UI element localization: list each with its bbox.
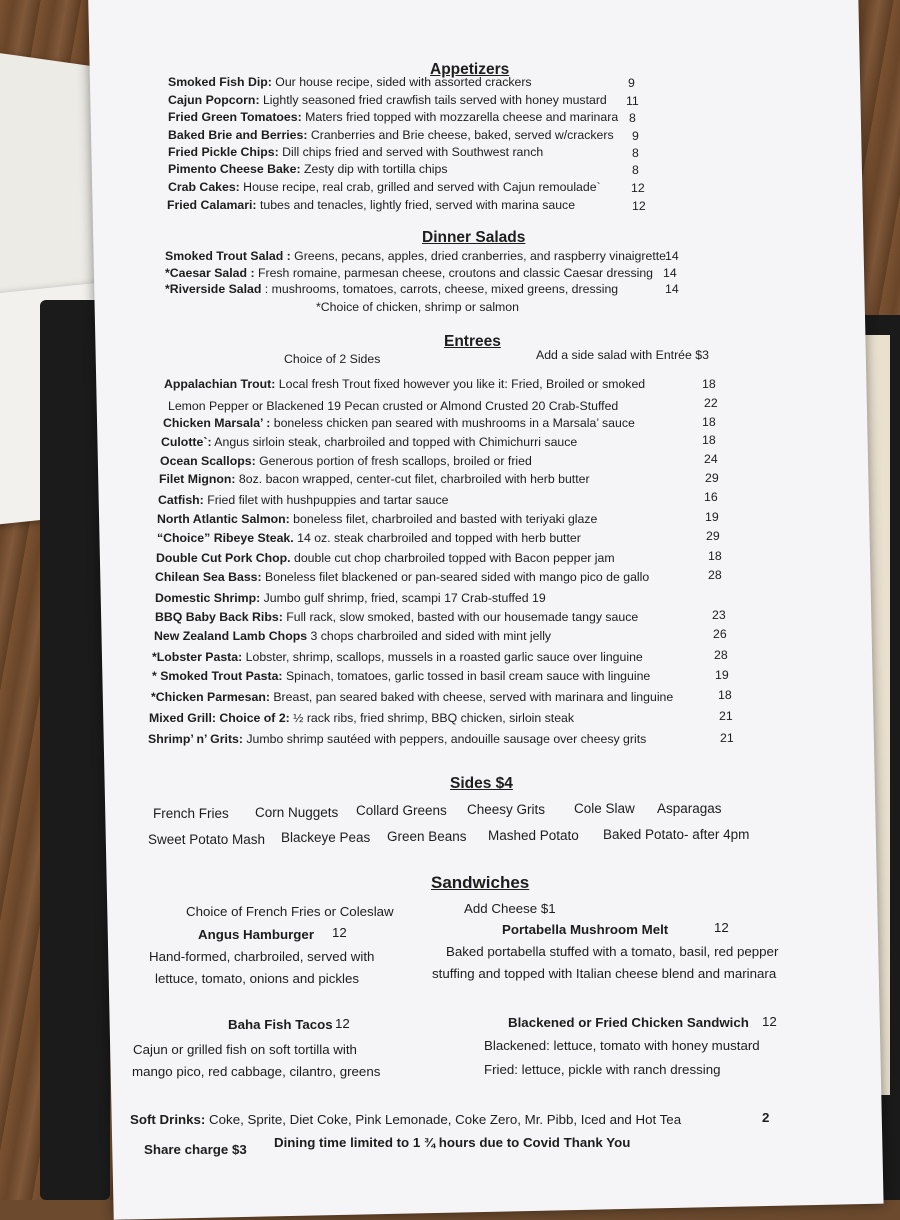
item-name: Pimento Cheese Bake: xyxy=(168,162,301,176)
sandwich-desc: Fried: lettuce, pickle with ranch dressing xyxy=(484,1062,721,1077)
salad-item xyxy=(165,249,666,263)
item-price: 23 xyxy=(712,608,726,622)
item-name: New Zealand Lamb Chops xyxy=(154,629,308,643)
item-desc: Zesty dip with tortilla chips xyxy=(300,162,448,176)
item-price: 18 xyxy=(702,377,716,391)
item-name: Culotte`: xyxy=(161,435,212,449)
item-desc: 8oz. bacon wrapped, center-cut filet, charbroiled with herb butter xyxy=(235,472,590,486)
entree-item xyxy=(152,669,650,683)
item-price: 16 xyxy=(704,490,718,504)
side-item: Blackeye Peas xyxy=(281,830,371,845)
item-name: Fried Calamari: xyxy=(167,198,257,212)
entrees-salad-note: Add a side salad with Entrée $3 xyxy=(536,348,709,362)
side-item: Corn Nuggets xyxy=(255,805,339,820)
entree-item xyxy=(163,416,635,430)
appetizer-item xyxy=(168,75,532,89)
appetizer-item xyxy=(168,180,601,194)
drinks-price: 2 xyxy=(762,1110,770,1125)
sandwich-desc: lettuce, tomato, onions and pickles xyxy=(155,971,360,986)
item-desc: tubes and tenacles, lightly fried, served with marina sauce xyxy=(256,198,576,212)
item-name: Baked Brie and Berries: xyxy=(168,128,308,142)
drinks-label: Soft Drinks: xyxy=(130,1112,206,1127)
item-desc: Spinach, tomatoes, garlic tossed in basil cream sauce with linguine xyxy=(282,669,651,683)
item-price: 21 xyxy=(719,709,733,723)
item-price: 14 xyxy=(663,266,677,280)
item-price: 26 xyxy=(713,627,727,641)
item-name: Chicken Marsala’ : xyxy=(163,416,271,430)
item-price: 19 xyxy=(705,510,719,524)
item-name: Catfish: xyxy=(158,493,204,507)
appetizer-item xyxy=(167,198,575,212)
item-desc: 3 chops charbroiled and sided with mint jelly xyxy=(307,629,552,643)
item-name: “Choice” Ribeye Steak. xyxy=(157,531,294,545)
item-price: 28 xyxy=(714,648,728,662)
item-desc: Jumbo shrimp sautéed with peppers, andouille sausage over cheesy grits xyxy=(242,732,647,746)
side-item: Baked Potato- after 4pm xyxy=(603,827,750,842)
item-desc: ½ rack ribs, fried shrimp, BBQ chicken, sirloin steak xyxy=(289,711,575,725)
item-desc: Fresh romaine, parmesan cheese, croutons and classic Caesar dressing xyxy=(254,266,654,280)
item-price: 18 xyxy=(702,415,716,429)
sandwich-desc: Blackened: lettuce, tomato with honey mustard xyxy=(484,1038,760,1053)
item-desc: Local fresh Trout fixed however you like it: Fried, Broiled or smoked xyxy=(275,377,646,391)
item-price: 21 xyxy=(720,731,734,745)
dining-note: Dining time limited to 1 ¾ hours due to Covid Thank You xyxy=(274,1135,631,1150)
item-name: BBQ Baby Back Ribs: xyxy=(155,610,283,624)
item-price: 18 xyxy=(708,549,722,563)
salad-item xyxy=(165,282,618,296)
item-desc: Lightly seasoned fried crawfish tails served with honey mustard xyxy=(259,93,607,107)
entree-item xyxy=(157,531,581,545)
sandwich-choice-note: Choice of French Fries or Coleslaw xyxy=(186,904,394,919)
item-price: 19 xyxy=(715,668,729,682)
item-price: 22 xyxy=(704,396,718,410)
salad-item xyxy=(165,266,653,280)
entree-item xyxy=(155,570,649,584)
item-name: Shrimp’ n’ Grits: xyxy=(148,732,243,746)
side-item: Cole Slaw xyxy=(574,801,635,816)
item-price: 12 xyxy=(631,181,645,195)
item-desc: 14 oz. steak charbroiled and topped with herb butter xyxy=(293,531,581,545)
item-name: Domestic Shrimp: xyxy=(155,591,261,605)
item-price: 11 xyxy=(626,94,639,108)
item-name: * Smoked Trout Pasta: xyxy=(152,669,283,683)
sides-heading: Sides $4 xyxy=(450,775,513,792)
item-name: Fried Pickle Chips: xyxy=(168,145,279,159)
item-name: *Lobster Pasta: xyxy=(152,650,243,664)
item-desc: Breast, pan seared baked with cheese, served with marinara and linguine xyxy=(269,690,674,704)
item-desc: Lobster, shrimp, scallops, mussels in a roasted garlic sauce over linguine xyxy=(242,650,643,664)
item-price: 28 xyxy=(708,568,722,582)
sandwich-title: Angus Hamburger xyxy=(198,927,314,942)
entree-item xyxy=(154,629,551,643)
entree-item xyxy=(148,732,646,746)
item-desc: Our house recipe, sided with assorted crackers xyxy=(271,75,532,89)
item-desc: double cut chop charbroiled topped with Bacon pepper jam xyxy=(290,551,615,565)
item-price: 9 xyxy=(628,76,635,90)
item-desc: Angus sirloin steak, charbroiled and topped with Chimichurri sauce xyxy=(211,435,578,449)
appetizers-heading: Appetizers xyxy=(430,61,510,78)
item-name: Cajun Popcorn: xyxy=(168,93,260,107)
item-desc: Lemon Pepper or Blackened 19 Pecan crusted or Almond Crusted 20 Crab-Stuffed xyxy=(168,399,619,413)
salad-note: *Choice of chicken, shrimp or salmon xyxy=(316,300,519,314)
sandwich-price: 12 xyxy=(332,925,347,940)
appetizer-item xyxy=(168,162,448,176)
side-item: French Fries xyxy=(153,806,229,821)
appetizer-item xyxy=(168,128,614,142)
item-price: 9 xyxy=(632,129,639,143)
side-item: Sweet Potato Mash xyxy=(148,832,266,847)
entree-item xyxy=(156,551,615,565)
entree-item xyxy=(168,399,618,413)
entree-item xyxy=(160,454,532,468)
sandwich-desc: stuffing and topped with Italian cheese blend and marinara xyxy=(432,966,777,981)
side-item: Green Beans xyxy=(387,829,467,844)
sandwich-price: 12 xyxy=(762,1014,777,1029)
item-price: 24 xyxy=(704,452,718,466)
item-name: Crab Cakes: xyxy=(168,180,240,194)
entree-item xyxy=(149,711,574,725)
item-price: 18 xyxy=(718,688,732,702)
item-name: Appalachian Trout: xyxy=(164,377,276,391)
sandwiches-heading: Sandwiches xyxy=(431,873,530,892)
item-desc: Full rack, slow smoked, basted with our housemade tangy sauce xyxy=(282,610,639,624)
item-name: Double Cut Pork Chop. xyxy=(156,551,291,565)
item-price: 29 xyxy=(706,529,720,543)
sandwich-price: 12 xyxy=(335,1016,350,1031)
item-desc: Fried filet with hushpuppies and tartar sauce xyxy=(203,493,449,507)
entree-item xyxy=(157,512,597,526)
entree-item xyxy=(164,377,645,391)
item-name: Mixed Grill: Choice of 2: xyxy=(149,711,290,725)
side-item: Mashed Potato xyxy=(488,828,579,843)
item-desc: Dill chips fried and served with Southwest ranch xyxy=(278,145,544,159)
appetizer-item xyxy=(168,110,618,124)
sandwich-desc: mango pico, red cabbage, cilantro, greens xyxy=(132,1064,381,1079)
entree-item xyxy=(152,650,643,664)
side-item: Collard Greens xyxy=(356,803,447,818)
item-desc: House recipe, real crab, grilled and served with Cajun remoulade` xyxy=(239,180,601,194)
item-desc: boneless chicken pan seared with mushrooms in a Marsala’ sauce xyxy=(270,416,635,430)
item-price: 14 xyxy=(665,249,679,263)
salads-heading: Dinner Salads xyxy=(422,229,526,246)
item-name: Filet Mignon: xyxy=(159,472,236,486)
item-price: 14 xyxy=(665,282,679,296)
entree-item xyxy=(159,472,590,486)
sandwich-desc: Hand-formed, charbroiled, served with xyxy=(149,949,375,964)
soft-drinks-line xyxy=(130,1112,681,1127)
appetizer-item xyxy=(168,145,543,159)
sandwich-cheese-note: Add Cheese $1 xyxy=(464,901,556,916)
item-name: Chilean Sea Bass: xyxy=(155,570,262,584)
item-name: North Atlantic Salmon: xyxy=(157,512,290,526)
side-item: Asparagas xyxy=(657,801,722,816)
entree-item xyxy=(161,435,577,449)
side-item: Cheesy Grits xyxy=(467,802,546,817)
item-name: *Caesar Salad : xyxy=(165,266,255,280)
entree-item xyxy=(151,690,673,704)
share-charge: Share charge $3 xyxy=(144,1142,247,1157)
item-desc: Maters fried topped with mozzarella cheese and marinara xyxy=(301,110,619,124)
entrees-sides-note: Choice of 2 Sides xyxy=(284,352,381,366)
item-name: Smoked Trout Salad : xyxy=(165,249,291,263)
item-price: 8 xyxy=(632,163,639,177)
item-desc: Cranberries and Brie cheese, baked, served w/crackers xyxy=(307,128,614,142)
item-name: *Chicken Parmesan: xyxy=(151,690,270,704)
sandwich-desc: Baked portabella stuffed with a tomato, basil, red pepper xyxy=(446,944,779,959)
sandwich-price: 12 xyxy=(714,920,729,935)
item-desc: Generous portion of fresh scallops, broiled or fried xyxy=(255,454,532,468)
item-desc: boneless filet, charbroiled and basted with teriyaki glaze xyxy=(289,512,598,526)
item-price: 29 xyxy=(705,471,719,485)
sandwich-title: Baha Fish Tacos xyxy=(228,1017,333,1032)
item-price: 12 xyxy=(632,199,646,213)
item-price: 8 xyxy=(632,146,639,160)
item-name: Fried Green Tomatoes: xyxy=(168,110,302,124)
item-desc: Boneless filet blackened or pan-seared sided with mango pico de gallo xyxy=(261,570,650,584)
item-name: *Riverside Salad xyxy=(165,282,262,296)
item-name: Ocean Scallops: xyxy=(160,454,256,468)
item-desc: Jumbo gulf shrimp, fried, scampi 17 Crab-stuffed 19 xyxy=(260,591,546,605)
entree-item xyxy=(155,591,546,605)
sandwich-title: Blackened or Fried Chicken Sandwich xyxy=(508,1015,749,1030)
entree-item xyxy=(155,610,638,624)
sandwich-desc: Cajun or grilled fish on soft tortilla with xyxy=(133,1042,357,1057)
item-price: 8 xyxy=(629,111,636,125)
item-price: 18 xyxy=(702,433,716,447)
drinks-text: Coke, Sprite, Diet Coke, Pink Lemonade, Coke Zero, Mr. Pibb, Iced and Hot Tea xyxy=(205,1112,682,1127)
sandwich-title: Portabella Mushroom Melt xyxy=(502,922,669,937)
entree-item xyxy=(158,493,449,507)
entrees-heading: Entrees xyxy=(444,333,501,350)
item-name: Smoked Fish Dip: xyxy=(168,75,272,89)
appetizer-item xyxy=(168,93,607,107)
item-desc: Greens, pecans, apples, dried cranberries, and raspberry vinaigrette xyxy=(290,249,666,263)
item-desc: : mushrooms, tomatoes, carrots, cheese, mixed greens, dressing xyxy=(261,282,619,296)
